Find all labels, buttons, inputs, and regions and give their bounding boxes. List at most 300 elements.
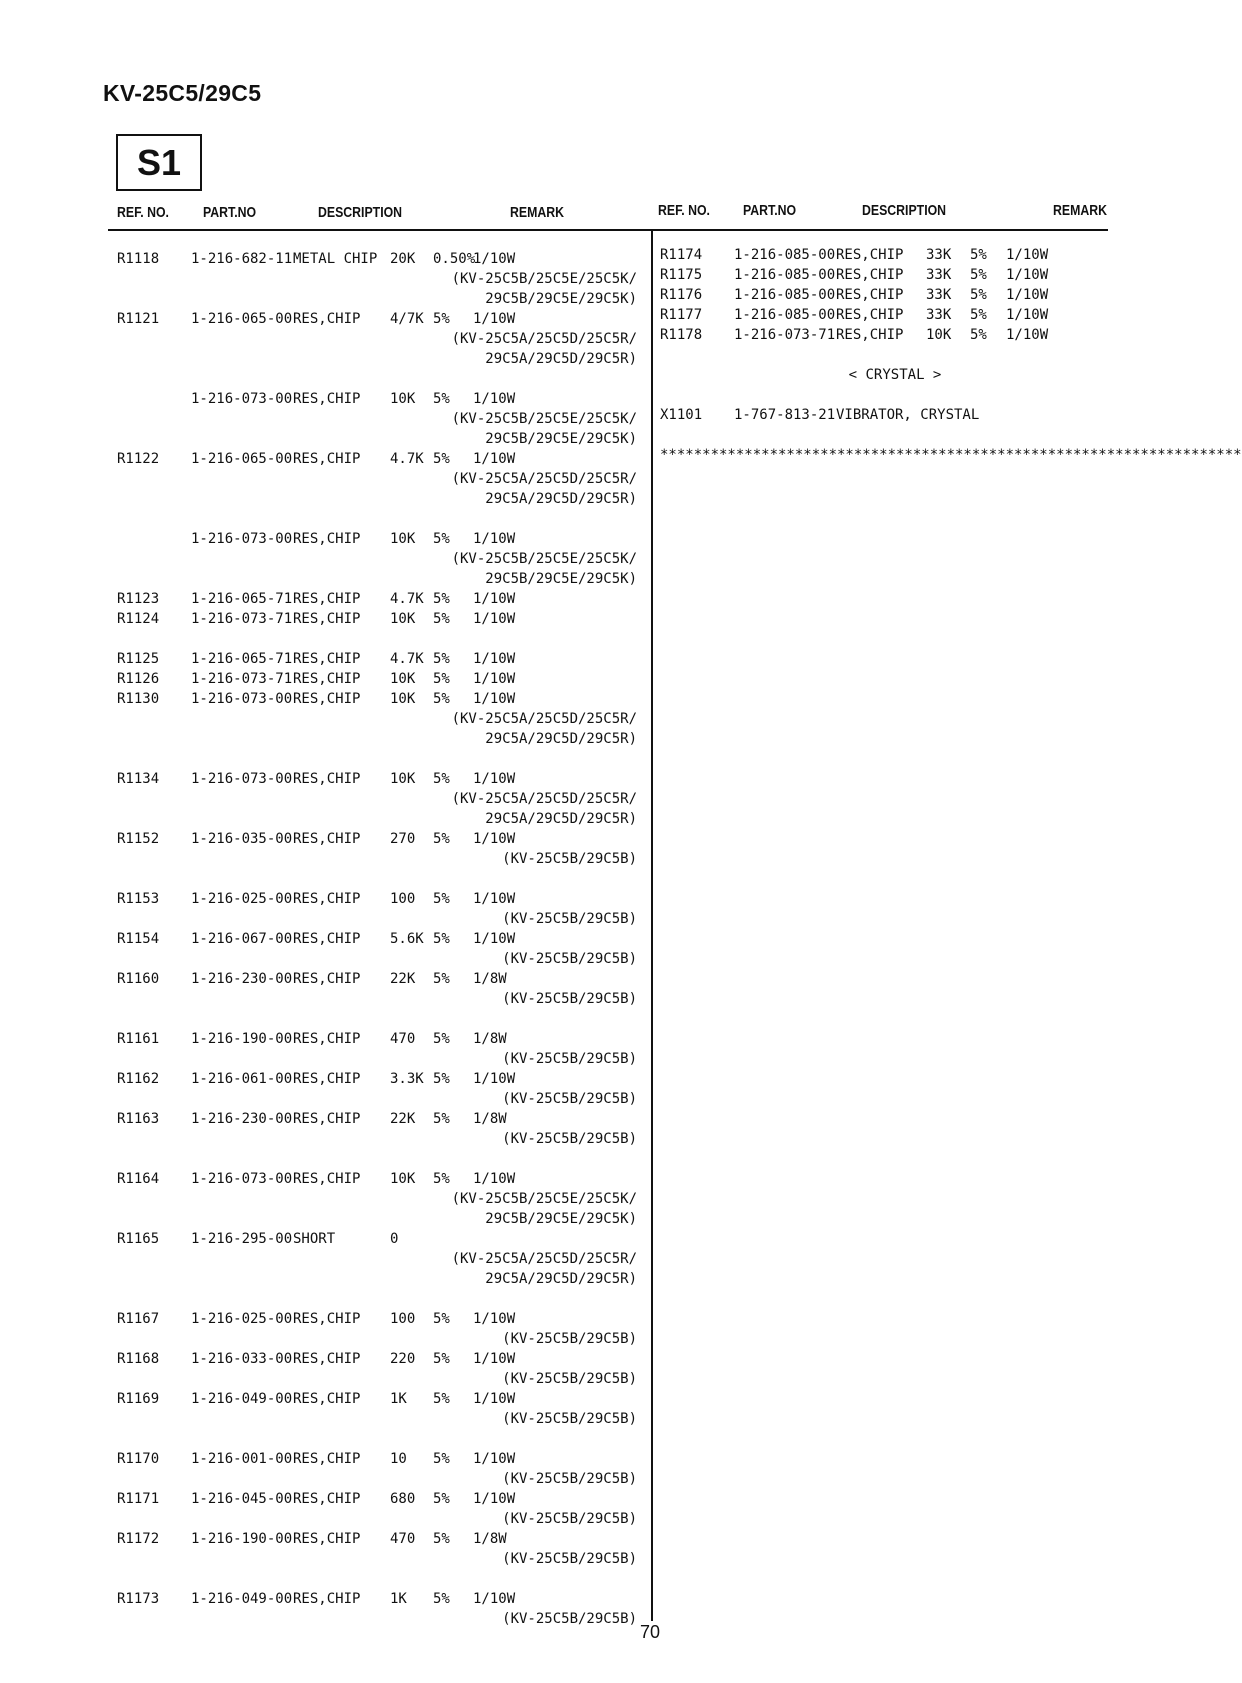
part-entry bbox=[117, 389, 637, 449]
wattage: 1/10W bbox=[473, 251, 516, 267]
tolerance: 5% bbox=[970, 247, 987, 263]
ref-no: R1174 bbox=[660, 247, 703, 263]
part-entry bbox=[117, 1169, 637, 1229]
description: RES,CHIP bbox=[293, 1311, 361, 1327]
part-row bbox=[660, 305, 1130, 325]
value: 10K bbox=[390, 611, 416, 627]
spacer bbox=[117, 869, 637, 889]
tolerance: 5% bbox=[433, 1531, 450, 1547]
value: 33K bbox=[926, 307, 952, 323]
part-no: 1-216-073-71 bbox=[191, 671, 293, 687]
value: 20K bbox=[390, 251, 416, 267]
tolerance: 5% bbox=[970, 307, 987, 323]
description: RES,CHIP bbox=[293, 1171, 361, 1187]
remark-row bbox=[117, 549, 637, 569]
ref-no: R1173 bbox=[117, 1591, 160, 1607]
spacer bbox=[117, 629, 637, 649]
description: RES,CHIP bbox=[293, 831, 361, 847]
remark-text: (KV-25C5B/29C5B) bbox=[502, 911, 637, 927]
part-entry bbox=[117, 689, 637, 749]
part-no: 1-216-085-00 bbox=[734, 247, 836, 263]
remark-text: (KV-25C5B/25C5E/25C5K/ bbox=[451, 411, 637, 427]
part-entry bbox=[117, 1389, 637, 1429]
wattage: 1/10W bbox=[473, 1591, 516, 1607]
wattage: 1/8W bbox=[473, 1531, 507, 1547]
value: 1K bbox=[390, 1391, 407, 1407]
wattage: 1/10W bbox=[473, 691, 516, 707]
description: RES,CHIP bbox=[836, 307, 904, 323]
header-ref-right: REF. NO. bbox=[658, 202, 710, 219]
part-row bbox=[117, 1229, 637, 1249]
wattage: 1/10W bbox=[473, 771, 516, 787]
part-entry bbox=[117, 1109, 637, 1149]
part-row bbox=[117, 889, 637, 909]
wattage: 1/10W bbox=[473, 451, 516, 467]
value: 5.6K bbox=[390, 931, 424, 947]
remark-text: 29C5A/29C5D/29C5R) bbox=[485, 811, 637, 827]
part-no: 1-216-035-00 bbox=[191, 831, 293, 847]
ref-no: R1169 bbox=[117, 1391, 160, 1407]
remark-row bbox=[117, 1549, 637, 1569]
part-entry bbox=[117, 529, 637, 589]
wattage: 1/10W bbox=[473, 1351, 516, 1367]
part-row bbox=[660, 285, 1130, 305]
remark-row bbox=[117, 789, 637, 809]
part-no: 1-216-065-00 bbox=[191, 311, 293, 327]
part-no: 1-216-073-00 bbox=[191, 691, 293, 707]
part-entry bbox=[117, 1229, 637, 1289]
description: RES,CHIP bbox=[293, 971, 361, 987]
description: RES,CHIP bbox=[293, 531, 361, 547]
ref-no: R1178 bbox=[660, 327, 703, 343]
ref-no: R1168 bbox=[117, 1351, 160, 1367]
part-entry bbox=[117, 1529, 637, 1569]
part-entry bbox=[117, 609, 637, 629]
part-entry bbox=[117, 249, 637, 309]
ref-no: R1162 bbox=[117, 1071, 160, 1087]
spacer bbox=[117, 369, 637, 389]
part-row bbox=[117, 769, 637, 789]
part-row bbox=[117, 1589, 637, 1609]
value: 270 bbox=[390, 831, 416, 847]
remark-text: (KV-25C5B/29C5B) bbox=[502, 1131, 637, 1147]
part-no: 1-216-073-00 bbox=[191, 531, 293, 547]
remark-row bbox=[117, 1049, 637, 1069]
part-entry bbox=[117, 589, 637, 609]
part-row bbox=[117, 1349, 637, 1369]
part-entry bbox=[117, 1029, 637, 1069]
part-entry bbox=[117, 1449, 637, 1489]
wattage: 1/10W bbox=[473, 891, 516, 907]
part-row bbox=[117, 1169, 637, 1189]
remark-text: (KV-25C5B/25C5E/25C5K/ bbox=[451, 1191, 637, 1207]
value: 680 bbox=[390, 1491, 416, 1507]
description: METAL CHIP bbox=[293, 251, 378, 267]
part-row bbox=[117, 529, 637, 549]
remark-row bbox=[117, 1269, 637, 1289]
value: 470 bbox=[390, 1531, 416, 1547]
remark-row bbox=[117, 269, 637, 289]
part-entry bbox=[117, 889, 637, 929]
remark-row bbox=[117, 429, 637, 449]
spacer bbox=[117, 1289, 637, 1309]
column-divider bbox=[651, 231, 653, 1621]
part-no: 1-216-033-00 bbox=[191, 1351, 293, 1367]
header-remark-right: REMARK bbox=[1053, 202, 1107, 219]
remark-row bbox=[117, 1249, 637, 1269]
header-rule bbox=[108, 229, 1108, 231]
header-desc-left: DESCRIPTION bbox=[318, 204, 403, 221]
tolerance: 5% bbox=[433, 891, 450, 907]
description: RES,CHIP bbox=[293, 1111, 361, 1127]
wattage: 1/8W bbox=[473, 1031, 507, 1047]
remark-text: (KV-25C5A/25C5D/25C5R/ bbox=[451, 471, 637, 487]
tolerance: 5% bbox=[433, 691, 450, 707]
remark-text: (KV-25C5A/25C5D/25C5R/ bbox=[451, 331, 637, 347]
part-entry bbox=[117, 1349, 637, 1389]
part-no: 1-216-190-00 bbox=[191, 1531, 293, 1547]
description: SHORT bbox=[293, 1231, 336, 1247]
wattage: 1/10W bbox=[473, 391, 516, 407]
value: 0 bbox=[390, 1231, 399, 1247]
remark-text: 29C5B/29C5E/29C5K) bbox=[485, 431, 637, 447]
part-entry bbox=[117, 929, 637, 969]
part-entry bbox=[117, 669, 637, 689]
part-no: 1-216-045-00 bbox=[191, 1491, 293, 1507]
tolerance: 5% bbox=[433, 1171, 450, 1187]
part-entry bbox=[117, 449, 637, 509]
ref-no: R1121 bbox=[117, 311, 160, 327]
value: 22K bbox=[390, 1111, 416, 1127]
part-row bbox=[117, 969, 637, 989]
remark-text: (KV-25C5B/29C5B) bbox=[502, 1551, 637, 1567]
remark-text: (KV-25C5B/29C5B) bbox=[502, 1471, 637, 1487]
part-row bbox=[117, 1029, 637, 1049]
remark-text: (KV-25C5B/29C5B) bbox=[502, 851, 637, 867]
wattage: 1/10W bbox=[473, 1491, 516, 1507]
value: 470 bbox=[390, 1031, 416, 1047]
page-number: 70 bbox=[640, 1622, 661, 1642]
parts-list-right bbox=[660, 245, 1242, 465]
part-row bbox=[117, 309, 637, 329]
part-no: 1-216-085-00 bbox=[734, 307, 836, 323]
part-row bbox=[117, 249, 637, 269]
part-no: 1-216-682-11 bbox=[191, 251, 293, 267]
spacer bbox=[117, 1149, 637, 1169]
wattage: 1/10W bbox=[473, 1071, 516, 1087]
value: 10K bbox=[390, 671, 416, 687]
spacer bbox=[117, 1429, 637, 1449]
tolerance: 5% bbox=[433, 591, 450, 607]
remark-row bbox=[117, 709, 637, 729]
part-row bbox=[117, 1069, 637, 1089]
remark-row bbox=[117, 1329, 637, 1349]
tolerance: 5% bbox=[433, 971, 450, 987]
part-row bbox=[660, 325, 1130, 345]
wattage: 1/8W bbox=[473, 1111, 507, 1127]
remark-row bbox=[117, 569, 637, 589]
ref-no: R1126 bbox=[117, 671, 160, 687]
tolerance: 0.50% bbox=[433, 251, 476, 267]
tolerance: 5% bbox=[433, 671, 450, 687]
description: RES,CHIP bbox=[293, 1351, 361, 1367]
part-row bbox=[117, 689, 637, 709]
ref-no: R1176 bbox=[660, 287, 703, 303]
remark-row bbox=[117, 329, 637, 349]
ref-no: R1152 bbox=[117, 831, 160, 847]
part-row bbox=[117, 1489, 637, 1509]
description: RES,CHIP bbox=[293, 1591, 361, 1607]
remark-row bbox=[117, 989, 637, 1009]
spacer bbox=[660, 345, 1130, 365]
ref-no: R1167 bbox=[117, 1311, 160, 1327]
part-no: 1-216-025-00 bbox=[191, 1311, 293, 1327]
description: RES,CHIP bbox=[293, 591, 361, 607]
value: 220 bbox=[390, 1351, 416, 1367]
remark-text: (KV-25C5B/29C5B) bbox=[502, 1511, 637, 1527]
remark-row bbox=[117, 489, 637, 509]
remark-text: (KV-25C5B/29C5B) bbox=[502, 1331, 637, 1347]
ref-no: R1118 bbox=[117, 251, 160, 267]
tolerance: 5% bbox=[433, 1071, 450, 1087]
tolerance: 5% bbox=[433, 1391, 450, 1407]
value: 10K bbox=[390, 391, 416, 407]
description: RES,CHIP bbox=[293, 1491, 361, 1507]
wattage: 1/10W bbox=[473, 1311, 516, 1327]
tolerance: 5% bbox=[433, 651, 450, 667]
tolerance: 5% bbox=[433, 831, 450, 847]
part-row bbox=[117, 649, 637, 669]
remark-row bbox=[117, 949, 637, 969]
value: 1K bbox=[390, 1591, 407, 1607]
spacer bbox=[117, 749, 637, 769]
value: 3.3K bbox=[390, 1071, 424, 1087]
description: RES,CHIP bbox=[836, 327, 904, 343]
remark-text: (KV-25C5B/25C5E/25C5K/ bbox=[451, 551, 637, 567]
tolerance: 5% bbox=[433, 1031, 450, 1047]
part-no: 1-216-049-00 bbox=[191, 1391, 293, 1407]
remark-text: (KV-25C5A/25C5D/25C5R/ bbox=[451, 711, 637, 727]
description: RES,CHIP bbox=[293, 451, 361, 467]
tolerance: 5% bbox=[433, 1491, 450, 1507]
section-label: S1 bbox=[116, 134, 202, 191]
part-no: 1-216-065-00 bbox=[191, 451, 293, 467]
part-no: 1-216-001-00 bbox=[191, 1451, 293, 1467]
ref-no: R1122 bbox=[117, 451, 160, 467]
crystal-desc: VIBRATOR, CRYSTAL bbox=[836, 407, 980, 423]
description: RES,CHIP bbox=[293, 891, 361, 907]
header-part-left: PART.NO bbox=[203, 204, 257, 221]
remark-text: 29C5A/29C5D/29C5R) bbox=[485, 491, 637, 507]
part-no: 1-216-025-00 bbox=[191, 891, 293, 907]
value: 22K bbox=[390, 971, 416, 987]
header-remark-left: REMARK bbox=[510, 204, 564, 221]
part-no: 1-216-085-00 bbox=[734, 267, 836, 283]
ref-no: R1177 bbox=[660, 307, 703, 323]
part-entry bbox=[117, 1489, 637, 1529]
value: 10K bbox=[390, 1171, 416, 1187]
wattage: 1/10W bbox=[473, 1171, 516, 1187]
right-parts-rows bbox=[660, 245, 1130, 345]
remark-row bbox=[117, 1369, 637, 1389]
tolerance: 5% bbox=[970, 267, 987, 283]
wattage: 1/10W bbox=[1006, 287, 1049, 303]
remark-row bbox=[117, 1129, 637, 1149]
remark-text: (KV-25C5B/29C5B) bbox=[502, 1371, 637, 1387]
value: 4/7K bbox=[390, 311, 424, 327]
description: RES,CHIP bbox=[836, 287, 904, 303]
description: RES,CHIP bbox=[293, 691, 361, 707]
header-desc-right: DESCRIPTION bbox=[862, 202, 947, 219]
part-row bbox=[117, 1309, 637, 1329]
wattage: 1/10W bbox=[473, 1451, 516, 1467]
part-no: 1-216-230-00 bbox=[191, 1111, 293, 1127]
tolerance: 5% bbox=[433, 1591, 450, 1607]
spacer bbox=[117, 509, 637, 529]
tolerance: 5% bbox=[433, 311, 450, 327]
tolerance: 5% bbox=[433, 1451, 450, 1467]
ref-no: R1164 bbox=[117, 1171, 160, 1187]
part-no: 1-216-067-00 bbox=[191, 931, 293, 947]
remark-row bbox=[117, 469, 637, 489]
spacer bbox=[660, 425, 1130, 445]
part-no: 1-216-065-71 bbox=[191, 591, 293, 607]
description: RES,CHIP bbox=[293, 671, 361, 687]
part-no: 1-216-073-71 bbox=[191, 611, 293, 627]
remark-text: (KV-25C5B/29C5B) bbox=[502, 1091, 637, 1107]
value: 33K bbox=[926, 267, 952, 283]
remark-text: 29C5B/29C5E/29C5K) bbox=[485, 291, 637, 307]
remark-text: 29C5B/29C5E/29C5K) bbox=[485, 571, 637, 587]
value: 10K bbox=[390, 771, 416, 787]
part-entry bbox=[117, 1589, 637, 1629]
value: 10 bbox=[390, 1451, 407, 1467]
wattage: 1/10W bbox=[1006, 247, 1049, 263]
description: RES,CHIP bbox=[293, 1531, 361, 1547]
remark-text: (KV-25C5B/29C5B) bbox=[502, 1611, 637, 1627]
value: 33K bbox=[926, 287, 952, 303]
spacer bbox=[117, 1009, 637, 1029]
part-row bbox=[117, 589, 637, 609]
wattage: 1/10W bbox=[1006, 327, 1049, 343]
value: 33K bbox=[926, 247, 952, 263]
crystal-ref: X1101 bbox=[660, 407, 703, 423]
wattage: 1/10W bbox=[473, 1391, 516, 1407]
tolerance: 5% bbox=[433, 451, 450, 467]
value: 4.7K bbox=[390, 591, 424, 607]
part-entry bbox=[117, 1069, 637, 1109]
remark-text: (KV-25C5B/29C5B) bbox=[502, 951, 637, 967]
remark-row bbox=[117, 809, 637, 829]
description: RES,CHIP bbox=[293, 1391, 361, 1407]
description: RES,CHIP bbox=[293, 1031, 361, 1047]
spacer bbox=[117, 1569, 637, 1589]
remark-row bbox=[117, 1089, 637, 1109]
description: RES,CHIP bbox=[293, 391, 361, 407]
remark-row bbox=[117, 1609, 637, 1629]
ref-no: R1163 bbox=[117, 1111, 160, 1127]
header-ref-left: REF. NO. bbox=[117, 204, 169, 221]
wattage: 1/10W bbox=[1006, 307, 1049, 323]
wattage: 1/10W bbox=[473, 831, 516, 847]
ref-no: R1171 bbox=[117, 1491, 160, 1507]
wattage: 1/10W bbox=[473, 931, 516, 947]
ref-no: R1170 bbox=[117, 1451, 160, 1467]
description: RES,CHIP bbox=[293, 651, 361, 667]
part-entry bbox=[117, 309, 637, 369]
part-row bbox=[117, 1449, 637, 1469]
remark-row bbox=[117, 409, 637, 429]
wattage: 1/10W bbox=[473, 311, 516, 327]
value: 10K bbox=[926, 327, 952, 343]
ref-no: R1175 bbox=[660, 267, 703, 283]
value: 100 bbox=[390, 1311, 416, 1327]
part-row bbox=[117, 449, 637, 469]
end-marker: ********************************************************************* bbox=[660, 447, 1242, 463]
part-row bbox=[117, 1109, 637, 1129]
crystal-heading: < CRYSTAL > bbox=[848, 367, 942, 383]
tolerance: 5% bbox=[433, 1351, 450, 1367]
wattage: 1/10W bbox=[473, 651, 516, 667]
part-no: 1-216-230-00 bbox=[191, 971, 293, 987]
description: RES,CHIP bbox=[836, 267, 904, 283]
remark-row bbox=[117, 289, 637, 309]
part-row bbox=[660, 265, 1130, 285]
remark-row bbox=[117, 1469, 637, 1489]
remark-text: (KV-25C5A/25C5D/25C5R/ bbox=[451, 1251, 637, 1267]
wattage: 1/10W bbox=[473, 611, 516, 627]
ref-no: R1165 bbox=[117, 1231, 160, 1247]
remark-text: (KV-25C5B/25C5E/25C5K/ bbox=[451, 271, 637, 287]
remark-text: 29C5B/29C5E/29C5K) bbox=[485, 1211, 637, 1227]
value: 4.7K bbox=[390, 451, 424, 467]
remark-row bbox=[117, 1509, 637, 1529]
remark-row bbox=[117, 849, 637, 869]
crystal-part: 1-767-813-21 bbox=[734, 407, 836, 423]
description: RES,CHIP bbox=[293, 611, 361, 627]
description: RES,CHIP bbox=[293, 1451, 361, 1467]
ref-no: R1172 bbox=[117, 1531, 160, 1547]
ref-no: R1161 bbox=[117, 1031, 160, 1047]
tolerance: 5% bbox=[433, 391, 450, 407]
remark-text: 29C5A/29C5D/29C5R) bbox=[485, 1271, 637, 1287]
ref-no: R1125 bbox=[117, 651, 160, 667]
part-row bbox=[117, 829, 637, 849]
description: RES,CHIP bbox=[836, 247, 904, 263]
part-no: 1-216-065-71 bbox=[191, 651, 293, 667]
wattage: 1/10W bbox=[473, 531, 516, 547]
part-row bbox=[117, 609, 637, 629]
ref-no: R1134 bbox=[117, 771, 160, 787]
part-no: 1-216-295-00 bbox=[191, 1231, 293, 1247]
wattage: 1/8W bbox=[473, 971, 507, 987]
remark-row bbox=[117, 349, 637, 369]
description: RES,CHIP bbox=[293, 1071, 361, 1087]
part-no: 1-216-085-00 bbox=[734, 287, 836, 303]
tolerance: 5% bbox=[970, 287, 987, 303]
part-entry bbox=[117, 769, 637, 829]
part-entry bbox=[117, 1309, 637, 1349]
remark-row bbox=[117, 909, 637, 929]
description: RES,CHIP bbox=[293, 771, 361, 787]
part-no: 1-216-073-71 bbox=[734, 327, 836, 343]
remark-text: (KV-25C5A/25C5D/25C5R/ bbox=[451, 791, 637, 807]
description: RES,CHIP bbox=[293, 931, 361, 947]
part-no: 1-216-073-00 bbox=[191, 771, 293, 787]
ref-no: R1130 bbox=[117, 691, 160, 707]
part-no: 1-216-049-00 bbox=[191, 1591, 293, 1607]
part-entry bbox=[117, 829, 637, 869]
